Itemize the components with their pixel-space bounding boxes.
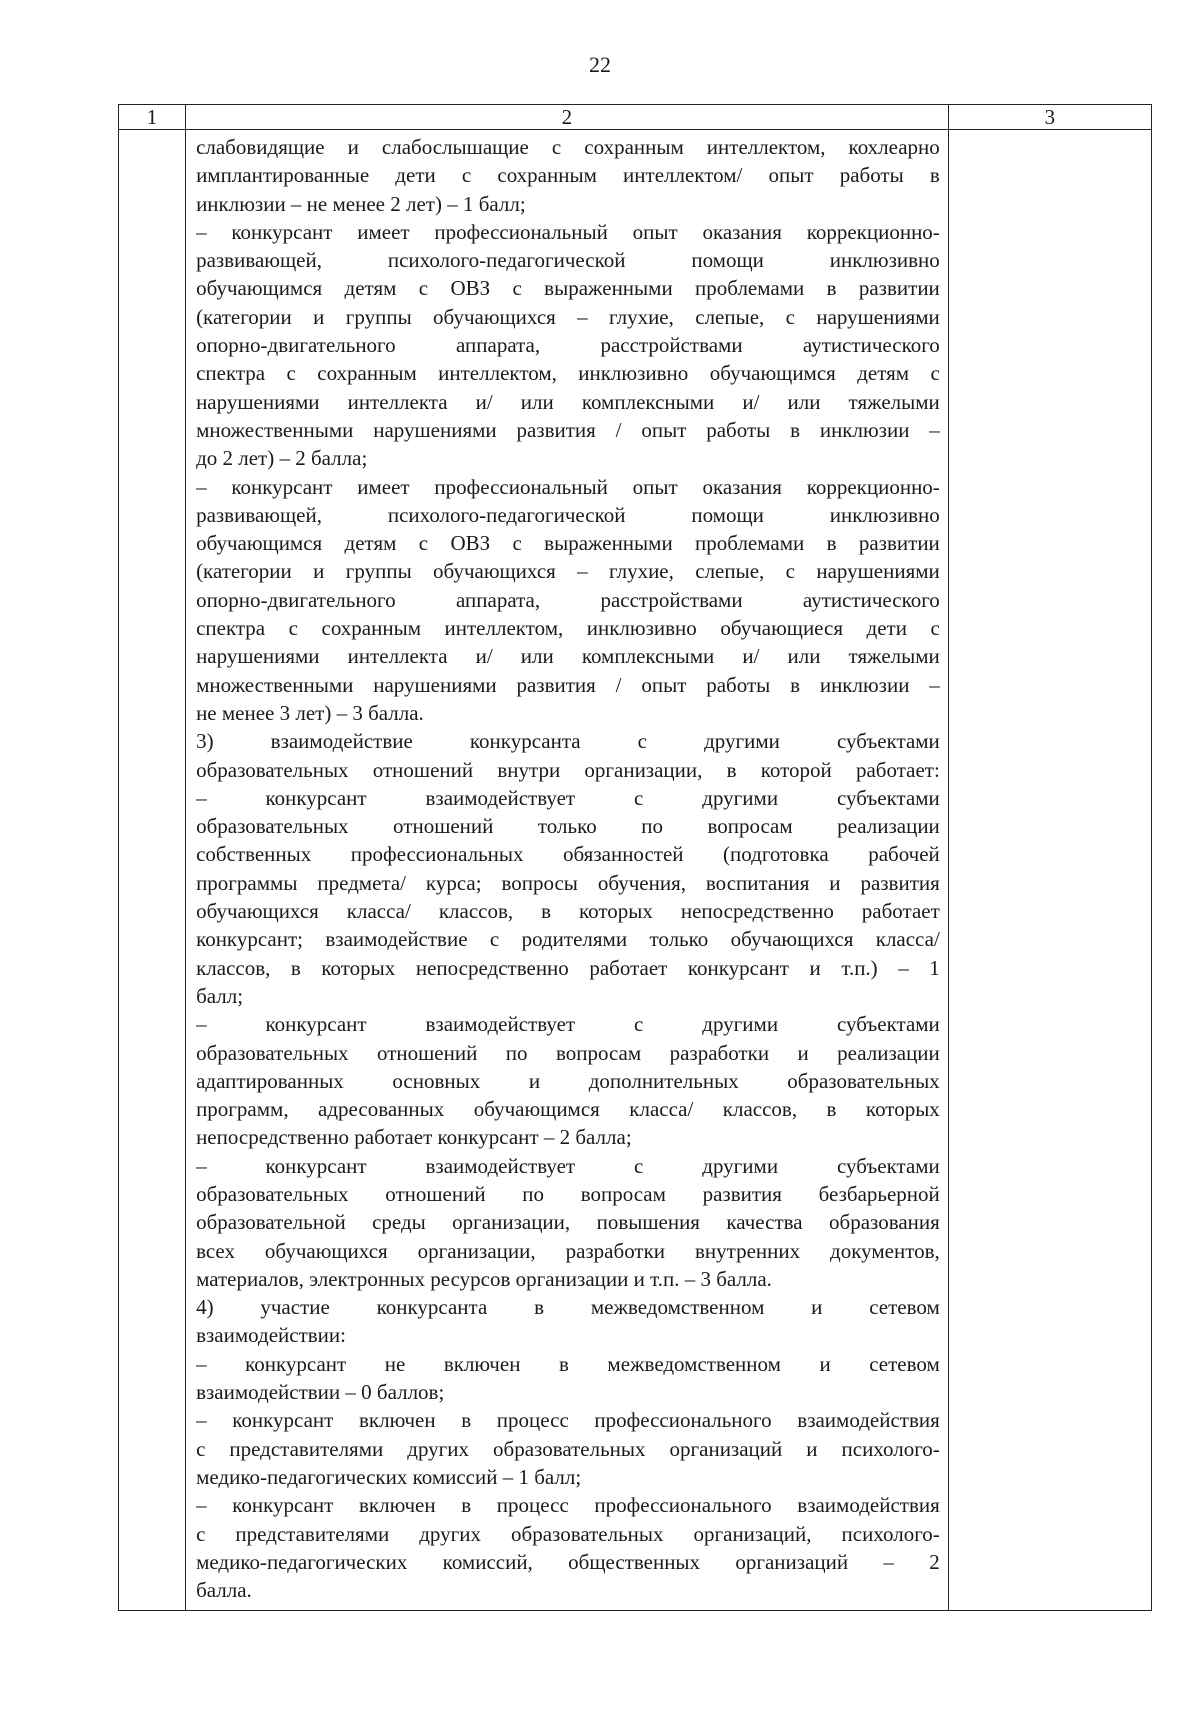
text-line: программы предмета/ курса; вопросы обучения, воспитания и развития: [196, 870, 940, 895]
text-line: образовательных отношений по вопросам разработки и реализации: [196, 1040, 940, 1065]
text-line: – конкурсант включен в процесс профессионального взаимодействия: [196, 1493, 940, 1518]
text-line: обучающимся детям с ОВЗ с выраженными проблемами в развитии: [196, 531, 940, 556]
text-line: всех обучающихся организации, разработки внутренних документов,: [196, 1238, 940, 1263]
text-line: нарушениями интеллекта и/ или комплексными и/ или тяжелыми: [196, 644, 940, 669]
text-line: множественными нарушениями развития / опыт работы в инклюзии –: [196, 672, 940, 697]
text-line: образовательных отношений внутри организации, в которой работает:: [196, 757, 940, 782]
text-line: – конкурсант имеет профессиональный опыт оказания коррекционно-: [196, 474, 940, 499]
text-line: не менее 3 лет) – 3 балла.: [196, 700, 424, 725]
text-line: множественными нарушениями развития / опыт работы в инклюзии –: [196, 417, 940, 442]
text-line: собственных профессиональных обязанностей (подготовка рабочей: [196, 842, 940, 867]
text-line: медико-педагогических комиссий, общественных организаций – 2: [196, 1549, 940, 1574]
text-line: – конкурсант взаимодействует с другими субъектами: [196, 1153, 940, 1178]
text-line: материалов, электронных ресурсов организации и т.п. – 3 балла.: [196, 1266, 772, 1291]
text-line: слабовидящие и слабослышащие с сохранным интеллектом, кохлеарно: [196, 135, 940, 159]
text-line: с представителями других образовательных организаций, психолого-: [196, 1521, 940, 1546]
text-line: обучающимся детям с ОВЗ с выраженными проблемами в развитии: [196, 276, 940, 301]
column-header-3: 3: [948, 105, 1151, 130]
text-line: образовательных отношений только по вопросам реализации: [196, 814, 940, 839]
text-line: с представителями других образовательных организаций и психолого-: [196, 1436, 940, 1461]
text-line: взаимодействии – 0 баллов;: [196, 1380, 445, 1405]
text-line: образовательных отношений по вопросам развития безбарьерной: [196, 1181, 940, 1206]
text-line: обучающихся класса/ классов, в которых непосредственно работает: [196, 899, 940, 924]
criteria-text-cell: [186, 130, 949, 1611]
text-line: 3) взаимодействие конкурсанта с другими субъектами: [196, 729, 940, 754]
text-line: опорно-двигательного аппарата, расстройствами аутистического: [196, 587, 940, 612]
text-line: – конкурсант взаимодействует с другими субъектами: [196, 1012, 940, 1037]
text-line: опорно-двигательного аппарата, расстройствами аутистического: [196, 333, 940, 358]
table-row: [119, 130, 1152, 1611]
text-line: – конкурсант включен в процесс профессионального взаимодействия: [196, 1408, 940, 1433]
text-line: спектра с сохранным интеллектом, инклюзивно обучающимся детям с: [196, 361, 940, 386]
cell-col-1: [119, 130, 186, 1611]
text-line: балл;: [196, 983, 244, 1008]
text-line: образовательной среды организации, повышения качества образования: [196, 1210, 940, 1235]
text-line: до 2 лет) – 2 балла;: [196, 446, 368, 471]
text-line: 4) участие конкурсанта в межведомственном и сетевом: [196, 1295, 940, 1320]
text-line: развивающей, психолого-педагогической помощи инклюзивно: [196, 248, 940, 273]
text-line: программ, адресованных обучающимся класса/ классов, в которых: [196, 1097, 940, 1122]
text-line: имплантированные дети с сохранным интеллектом/ опыт работы в: [196, 163, 940, 188]
text-line: – конкурсант взаимодействует с другими субъектами: [196, 785, 940, 810]
text-line: (категории и группы обучающихся – глухие, слепые, с нарушениями: [196, 304, 940, 329]
text-line: адаптированных основных и дополнительных образовательных: [196, 1068, 940, 1093]
text-line: медико-педагогических комиссий – 1 балл;: [196, 1464, 582, 1489]
text-line: нарушениями интеллекта и/ или комплексными и/ или тяжелыми: [196, 389, 940, 414]
text-line: взаимодействии:: [196, 1323, 346, 1348]
text-line: классов, в которых непосредственно работает конкурсант и т.п.) – 1: [196, 955, 940, 980]
text-line: – конкурсант не включен в межведомственном и сетевом: [196, 1351, 940, 1376]
criteria-table: [118, 104, 1152, 1611]
text-line: – конкурсант имеет профессиональный опыт оказания коррекционно-: [196, 219, 940, 244]
text-line: спектра с сохранным интеллектом, инклюзивно обучающиеся дети с: [196, 616, 940, 641]
table-header-row: [119, 105, 1152, 130]
text-line: развивающей, психолого-педагогической помощи инклюзивно: [196, 502, 940, 527]
text-line: инклюзии – не менее 2 лет) – 1 балл;: [196, 191, 526, 216]
page-number: 22: [589, 52, 611, 77]
cell-col-3: [948, 130, 1151, 1611]
text-line: непосредственно работает конкурсант – 2 балла;: [196, 1125, 632, 1150]
text-line: (категории и группы обучающихся – глухие, слепые, с нарушениями: [196, 559, 940, 584]
text-line: балла.: [196, 1578, 252, 1603]
column-header-2: 2: [186, 105, 949, 130]
text-line: конкурсант; взаимодействие с родителями только обучающихся класса/: [196, 927, 940, 952]
column-header-1: 1: [119, 105, 186, 130]
